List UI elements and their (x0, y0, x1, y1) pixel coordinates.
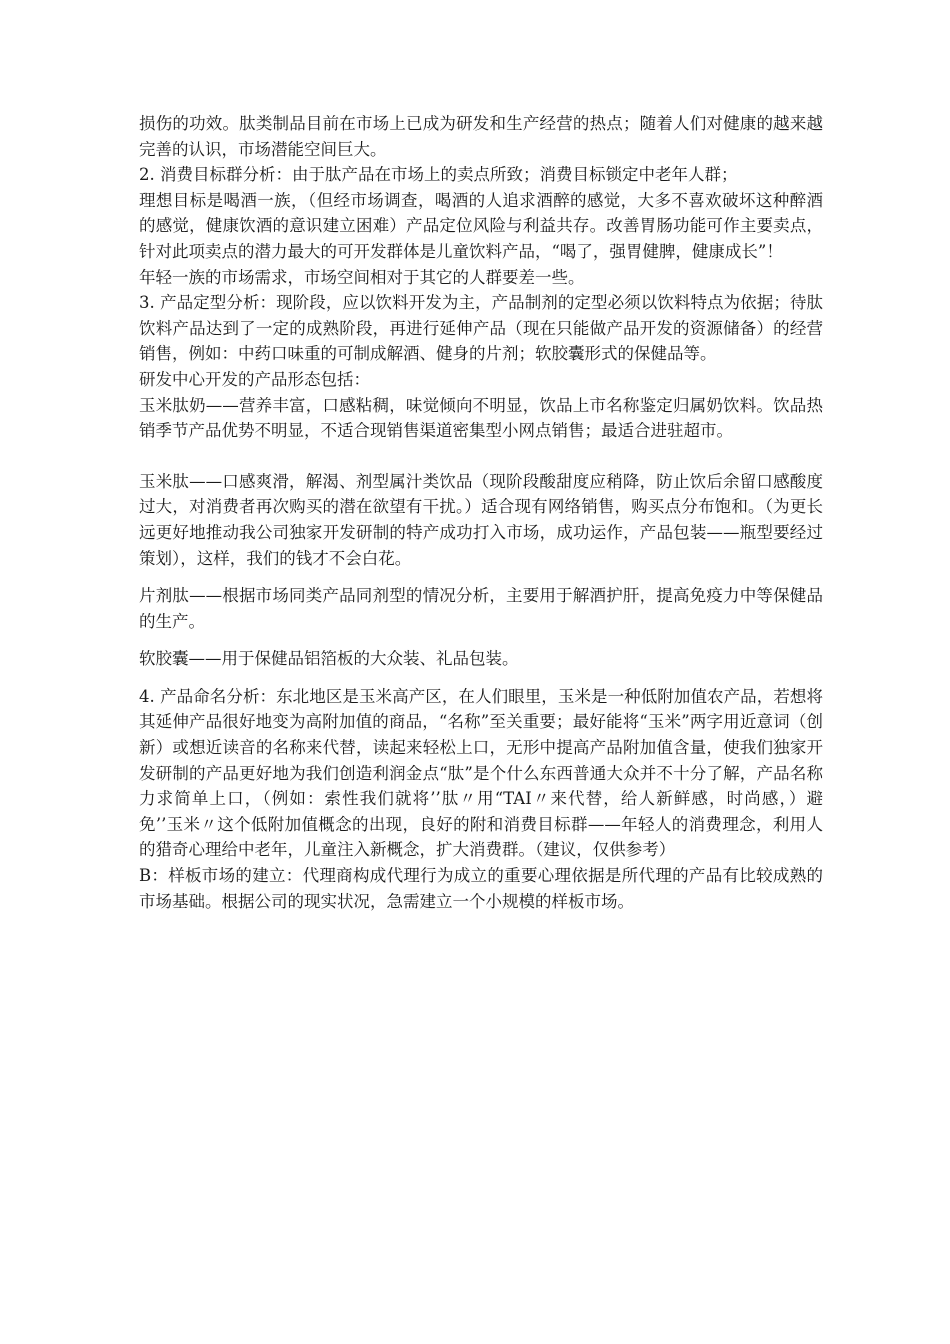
paragraph-tablet-peptide: 片剂肽——根据市场同类产品同剂型的情况分析，主要用于解酒护肝，提高免疫力中等保健品的生产。 (139, 586, 823, 631)
paragraph-spacer (139, 634, 823, 646)
paragraph-corn-peptide-milk: 玉米肽奶——营养丰富，口感粘稠，味觉倾向不明显，饮品上市名称鉴定归属奶饮料。饮品热销季节产品优势不明显，不适合现销售渠道密集型小网点销售；最适合进驻超市。 (139, 395, 823, 441)
paragraph-product-naming-analysis: 4. 产品命名分析：东北地区是玉米高产区，在人们眼里，玉米是一种低附加值农产品，若想将其延伸产品很好地变为高附加值的商品，“名称”至关重要；最好能将“玉米”两字用近意词（创新）或想近读音的名称来代替，读起来轻松上口，无形中提高产品附加值含量，使我们独家开发研制的产品更好地为我们创造利润金点“肽”是个什么东西普通大众并不十分了解，产品名称力求简单上口，（例如：索性我们就将’’肽〃用“TAI〃来代替，给人新鲜感，时尚感，）避免’’玉米〃这个低附加值概念的出现，良好的附和消费目标群——年轻人的消费理念，利用人的猎奇心理给中老年，儿童注入新概念，扩大消费群。（建议，仅供参考） (139, 686, 823, 860)
paragraph-rd-product-forms: 研发中心开发的产品形态包括： (139, 369, 370, 389)
paragraph-ideal-target: 理想目标是喝酒一族，（但经市场调查，喝酒的人追求酒醉的感觉，大多不喜欢破坏这种醉酒的感觉，健康饮酒的意识建立困难）产品定位风险与利益共存。改善胃肠功能可作主要卖点，针对此项卖点的潜力最大的可开发群体是儿童饮料产品，“喝了，强胃健脾，健康成长”！ (139, 190, 823, 261)
paragraph-young-market: 年轻一族的市场需求，市场空间相对于其它的人群要差一些。 (139, 267, 585, 287)
paragraph-spacer (139, 571, 823, 583)
paragraph-spacer (139, 672, 823, 684)
paragraph-intro-continuation: 损伤的功效。肽类制品目前在市场上已成为研发和生产经营的热点；随着人们对健康的越来越完善的认识，市场潜能空间巨大。 (139, 114, 823, 159)
paragraph-product-form-analysis: 3. 产品定型分析：现阶段，应以饮料开发为主，产品制剂的定型必须以饮料特点为依据；待肽饮料产品达到了一定的成熟阶段，再进行延伸产品（现在只能做产品开发的资源储备）的经营销售，例如：中药口味重的可制成解酒、健身的片剂；软胶囊形式的保健品等。 (139, 293, 823, 364)
paragraph-soft-capsule: 软胶囊——用于保健品铝箔板的大众装、礼品包装。 (139, 649, 519, 669)
paragraph-corn-peptide: 玉米肽——口感爽滑，解渴、剂型属汁类饮品（现阶段酸甜度应稍降，防止饮后余留口感酸度过大，对消费者再次购买的潜在欲望有干扰。）适合现有网络销售，购买点分布饱和。（为更长远更好地推动我公司独家开发研制的特产成功打入市场，成功运作，产品包装——瓶型要经过策划），这样，我们的钱才不会白花。 (139, 471, 823, 568)
paragraph-consumer-target-analysis: 2. 消费目标群分析：由于肽产品在市场上的卖点所致；消费目标锁定中老年人群； (139, 165, 738, 185)
paragraph-spacer (139, 444, 823, 469)
document-page (139, 111, 823, 914)
paragraph-sample-market: B：样板市场的建立：代理商构成代理行为成立的重要心理依据是所代理的产品有比较成熟的市场基础。根据公司的现实状况，急需建立一个小规模的样板市场。 (139, 866, 823, 911)
